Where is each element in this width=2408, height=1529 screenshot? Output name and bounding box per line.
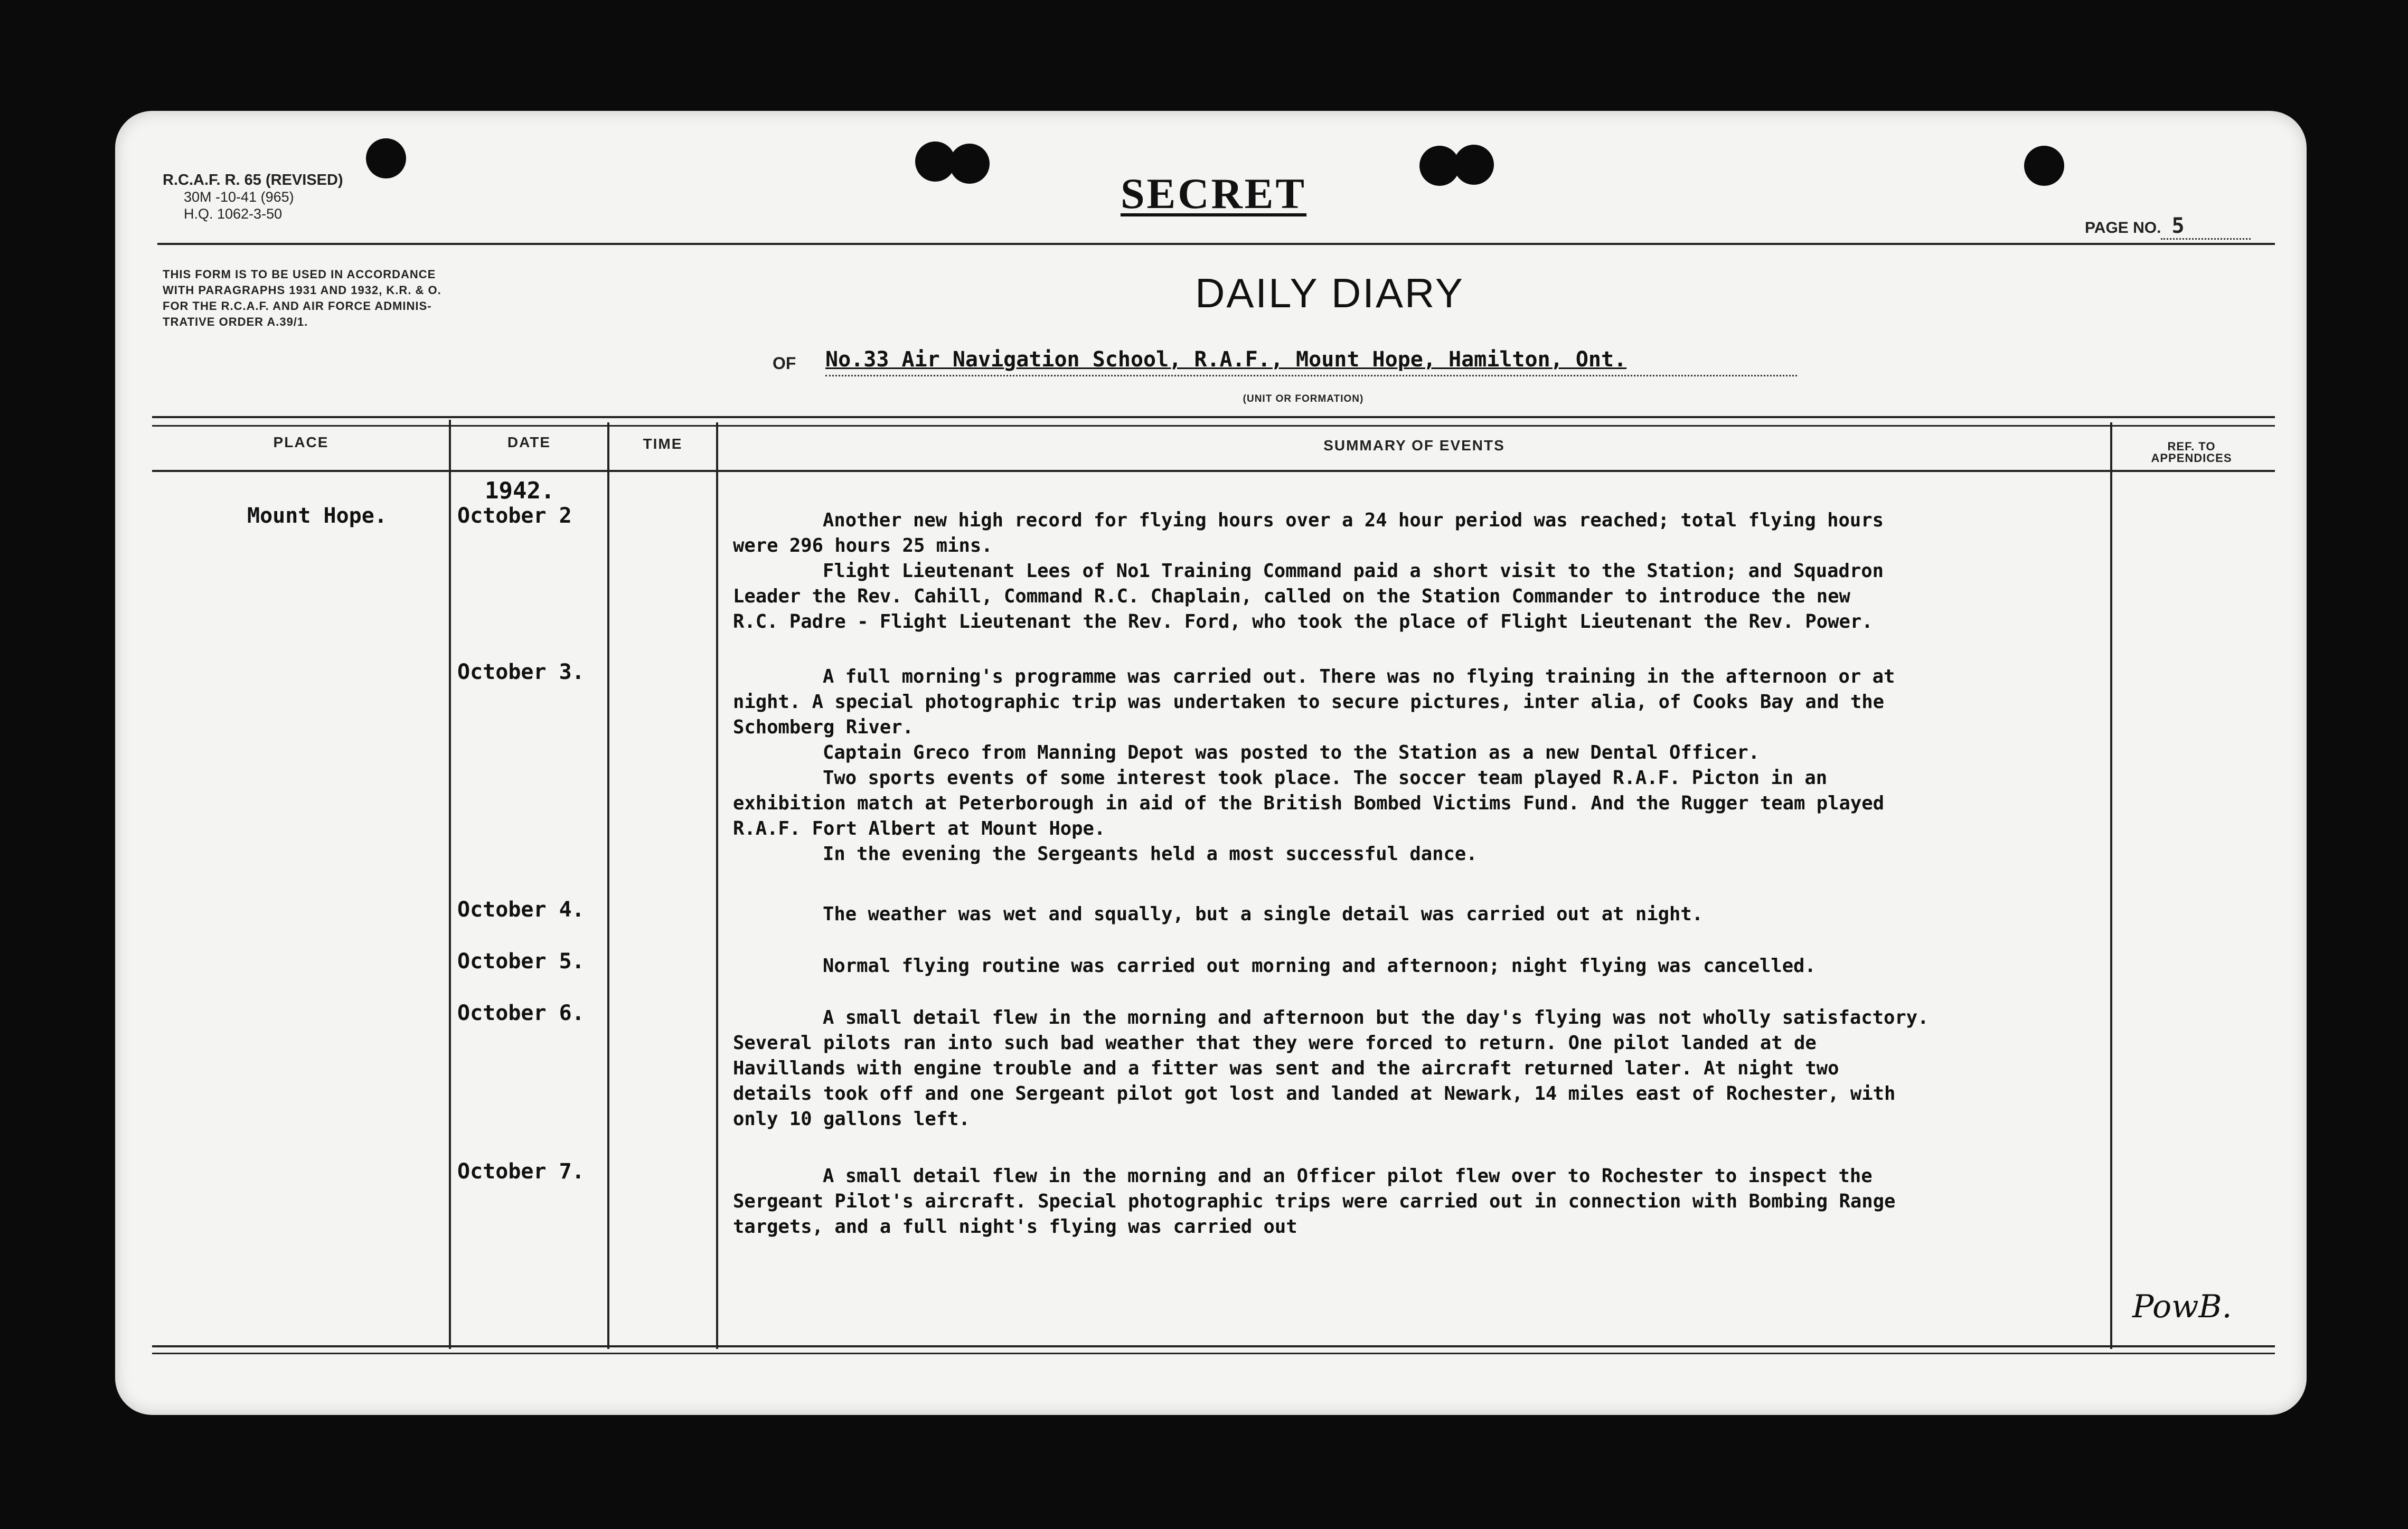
page-number-value: 5 — [2161, 214, 2251, 240]
table-top-rule-2 — [152, 425, 2275, 427]
summary-line: night. A special photographic trip was undertaken to secure pictures, inter alia, of Cooks Bay and the — [733, 691, 1885, 713]
page-number-field — [2085, 214, 2251, 240]
punch-hole — [949, 144, 990, 184]
form-reference-line: 30M -10-41 (965) — [184, 189, 294, 205]
form-reference-line: R.C.A.F. R. 65 (REVISED) — [163, 172, 343, 188]
summary-line: In the evening the Sergeants held a most successful dance. — [823, 843, 1478, 865]
date-entry: October 7. — [457, 1159, 585, 1184]
header-rule — [157, 243, 2275, 245]
summary-entry — [733, 1164, 2190, 1240]
column-header-appendices — [2112, 441, 2271, 464]
unit-name: No.33 Air Navigation School, R.A.F., Mount Hope, Hamilton, Ont. — [825, 347, 1797, 376]
summary-line: A full morning's programme was carried out. There was no flying training in the afternoon or at — [823, 666, 1895, 687]
summary-line: Another new high record for flying hours over a 24 hour period was reached; total flying hours — [823, 509, 1884, 531]
summary-line: details took off and one Sergeant pilot got lost and landed at Newark, 14 miles east of Rochester, with — [733, 1083, 1896, 1105]
column-header-rule — [152, 470, 2275, 472]
summary-line: Havillands with engine trouble and a fitter was sent and the aircraft returned later. At night two — [733, 1058, 1839, 1079]
appendices-header-line: REF. TO — [2167, 440, 2216, 453]
summary-line: Flight Lieutenant Lees of No1 Training Command paid a short visit to the Station; and Squadron — [823, 560, 1884, 582]
appendices-header-line: APPENDICES — [2151, 451, 2232, 465]
summary-entry — [733, 664, 2190, 867]
initials-signature: PowB. — [2132, 1288, 2232, 1325]
summary-line: were 296 hours 25 mins. — [733, 535, 993, 556]
punch-hole — [1454, 145, 1494, 185]
summary-line: Normal flying routine was carried out morning and afternoon; night flying was cancelled. — [823, 955, 1816, 977]
date-entry: October 2 — [457, 504, 572, 528]
summary-entry — [733, 508, 2190, 635]
form-notice — [163, 267, 585, 330]
summary-line: Schomberg River. — [733, 716, 914, 738]
summary-line: A small detail flew in the morning and afternoon but the day's flying was not wholly satisfactory. — [823, 1007, 1929, 1028]
table-bottom-rule — [152, 1345, 2275, 1347]
summary-line: Sergeant Pilot's aircraft. Special photographic trips were carried out in connection with Bombing Range — [733, 1191, 1896, 1212]
summary-line: only 10 gallons left. — [733, 1108, 970, 1130]
column-header-summary: SUMMARY OF EVENTS — [1323, 437, 1505, 454]
unit-caption: (UNIT OR FORMATION) — [1243, 393, 1364, 404]
summary-entry — [733, 902, 2190, 927]
date-entry: October 4. — [457, 898, 585, 922]
punch-hole — [2024, 146, 2064, 186]
column-header-time: TIME — [643, 436, 683, 452]
unit-of-label: OF — [773, 354, 796, 373]
form-reference — [163, 172, 343, 222]
punch-hole — [366, 138, 406, 178]
diary-sheet — [115, 111, 2307, 1415]
form-reference-line: H.Q. 1062-3-50 — [184, 206, 283, 222]
summary-line: exhibition match at Peterborough in aid of the British Bombed Victims Fund. And the Rugger team played — [733, 792, 1885, 814]
summary-line: Leader the Rev. Cahill, Command R.C. Chaplain, called on the Station Commander to introduce the new — [733, 586, 1850, 607]
column-divider — [716, 422, 718, 1349]
summary-line: The weather was wet and squally, but a single detail was carried out at night. — [823, 903, 1704, 925]
year-entry: 1942. — [485, 477, 555, 504]
date-entry: October 3. — [457, 660, 585, 684]
column-header-place: PLACE — [273, 434, 329, 450]
summary-line: R.A.F. Fort Albert at Mount Hope. — [733, 818, 1106, 839]
summary-line: Two sports events of some interest took place. The soccer team played R.A.F. Picton in an — [823, 767, 1828, 789]
summary-entry — [733, 954, 2190, 979]
notice-line: WITH PARAGRAPHS 1931 AND 1932, K.R. & O. — [163, 284, 441, 297]
notice-line: TRATIVE ORDER A.39/1. — [163, 315, 308, 328]
summary-line: R.C. Padre - Flight Lieutenant the Rev. Ford, who took the place of Flight Lieutenant the Rev. Power. — [733, 611, 1873, 633]
date-entry: October 5. — [457, 949, 585, 974]
column-divider — [449, 420, 451, 1349]
summary-line: Captain Greco from Manning Depot was posted to the Station as a new Dental Officer. — [823, 742, 1760, 763]
summary-line: Several pilots ran into such bad weather that they were forced to return. One pilot landed at de — [733, 1032, 1817, 1054]
column-header-date: DATE — [507, 434, 551, 450]
page-number-label: PAGE NO. — [2085, 219, 2161, 237]
classification-heading: SECRET — [1120, 169, 1307, 218]
table-bottom-rule-2 — [152, 1353, 2275, 1354]
date-entry: October 6. — [457, 1001, 585, 1025]
table-top-rule — [152, 416, 2275, 418]
place-entry: Mount Hope. — [247, 504, 387, 528]
column-divider — [607, 422, 609, 1349]
summary-line: targets, and a full night's flying was carried out — [733, 1216, 1297, 1238]
summary-entry — [733, 1005, 2190, 1132]
notice-line: THIS FORM IS TO BE USED IN ACCORDANCE — [163, 268, 436, 281]
form-title: DAILY DIARY — [1195, 270, 1464, 316]
notice-line: FOR THE R.C.A.F. AND AIR FORCE ADMINIS- — [163, 299, 432, 313]
summary-line: A small detail flew in the morning and an Officer pilot flew over to Rochester to inspect the — [823, 1165, 1873, 1187]
